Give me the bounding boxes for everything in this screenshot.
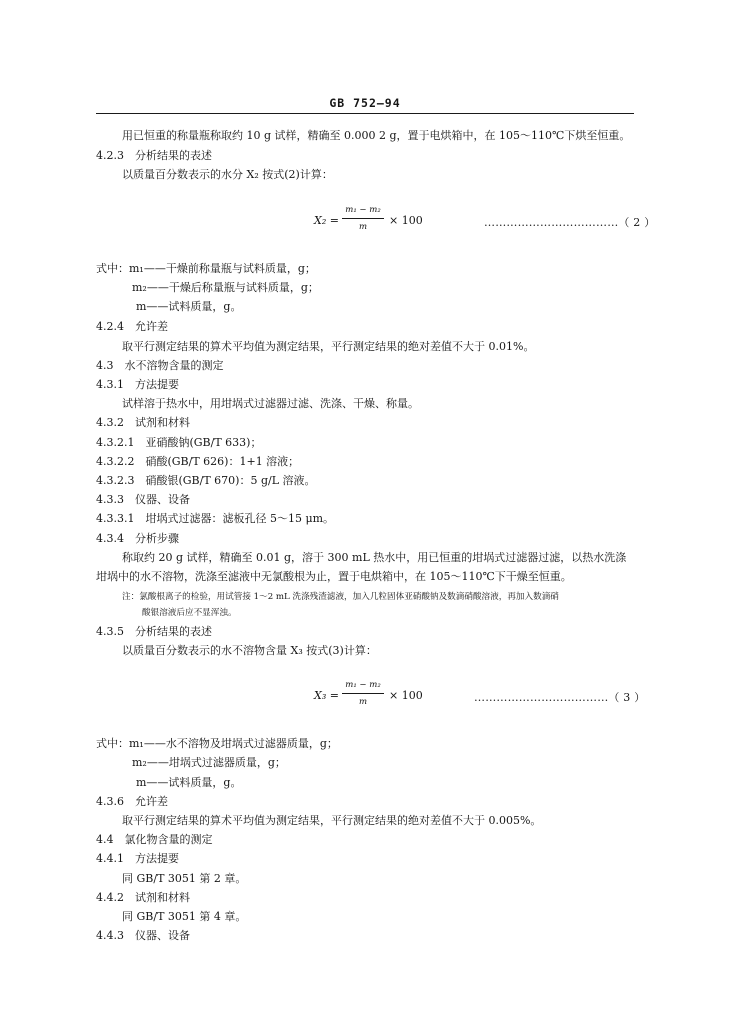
- section-heading: 4.3.4 分析步骤: [96, 532, 179, 545]
- text-line: 坩埚中的水不溶物，洗涤至滤液中无氯酸根为止，置于电烘箱中，在 105～110℃下干燥至恒重。: [96, 570, 572, 583]
- section-heading: 4.3.3 仪器、设备: [96, 493, 190, 506]
- formula-denominator: m: [358, 697, 368, 707]
- fraction-bar: [342, 218, 384, 219]
- formula-fraction: [342, 680, 384, 710]
- section-heading: 4.4.3 仪器、设备: [96, 929, 190, 942]
- variable-definition: m——试料质量，g。: [136, 776, 242, 789]
- formula-lhs: X₂ =: [314, 214, 339, 227]
- formula-numerator: m₁ − m₂: [345, 680, 381, 690]
- text-line: 用已恒重的称量瓶称取约 10 g 试样，精确至 0.000 2 g，置于电烘箱中，在 105～110℃下烘至恒重。: [122, 129, 631, 142]
- formula-numerator: m₁ − m₂: [345, 205, 381, 215]
- text-line: 取平行测定结果的算术平均值为测定结果，平行测定结果的绝对差值不大于 0.005%。: [122, 814, 542, 827]
- formula-times-100: × 100: [389, 689, 423, 702]
- variable-definition: 式中：m₁——干燥前称量瓶与试料质量，g；: [96, 262, 316, 275]
- section-heading: 4.4.1 方法提要: [96, 852, 179, 865]
- formula-denominator: m: [358, 222, 368, 232]
- list-item: 4.3.2.3 硝酸银(GB/T 670)：5 g/L 溶液。: [96, 474, 316, 487]
- formula-times-100: × 100: [389, 214, 423, 227]
- variable-definition: m——试料质量，g。: [136, 300, 242, 313]
- note-line: 注：氯酸根离子的检验，用试管接 1～2 mL 洗涤残渣滤液，加入几粒固体亚硝酸钠及数滴硝酸溶液，再加入数滴硝: [122, 592, 559, 602]
- text-line: 取平行测定结果的算术平均值为测定结果，平行测定结果的绝对差值不大于 0.01%。: [122, 340, 535, 353]
- list-item: 4.3.3.1 坩埚式过滤器：滤板孔径 5～15 μm。: [96, 512, 335, 525]
- text-line: 试样溶于热水中，用坩埚式过滤器过滤、洗涤、干燥、称量。: [122, 397, 419, 410]
- equation-number: ………………………………（ 3 ）: [474, 691, 646, 704]
- section-heading: 4.4 氯化物含量的测定: [96, 833, 213, 846]
- fraction-bar: [342, 693, 384, 694]
- text-line: 同 GB/T 3051 第 4 章。: [122, 910, 247, 923]
- section-heading: 4.3.6 允许差: [96, 795, 168, 808]
- section-heading: 4.3.2 试剂和材料: [96, 416, 190, 429]
- formula-fraction: [342, 205, 384, 235]
- list-item: 4.3.2.1 亚硝酸钠(GB/T 633)；: [96, 436, 262, 449]
- text-line: 称取约 20 g 试样，精确至 0.01 g，溶于 300 mL 热水中，用已恒重的坩埚式过滤器过滤，以热水洗涤: [122, 551, 627, 564]
- text-line: 同 GB/T 3051 第 2 章。: [122, 872, 247, 885]
- equation-number: ………………………………（ 2 ）: [484, 216, 656, 229]
- formula-lhs: X₃ =: [314, 689, 339, 702]
- variable-definition: 式中：m₁——水不溶物及坩埚式过滤器质量，g；: [96, 737, 338, 750]
- text-line: 以质量百分数表示的水不溶物含量 X₃ 按式(3)计算：: [122, 644, 377, 657]
- page-header-standard-code: GB 752—94: [329, 96, 401, 110]
- section-heading: 4.3.5 分析结果的表述: [96, 625, 212, 638]
- section-heading: 4.2.3 分析结果的表述: [96, 149, 212, 162]
- text-line: 以质量百分数表示的水分 X₂ 按式(2)计算：: [122, 168, 333, 181]
- header-rule: [96, 113, 634, 114]
- variable-definition: m₂——干燥后称量瓶与试料质量，g；: [132, 281, 319, 294]
- list-item: 4.3.2.2 硝酸(GB/T 626)：1+1 溶液；: [96, 455, 300, 468]
- section-heading: 4.3 水不溶物含量的测定: [96, 359, 224, 372]
- variable-definition: m₂——坩埚式过滤器质量，g；: [132, 756, 286, 769]
- note-line: 酸银溶液后应不显浑浊。: [142, 608, 237, 618]
- section-heading: 4.4.2 试剂和材料: [96, 891, 190, 904]
- section-heading: 4.3.1 方法提要: [96, 378, 179, 391]
- section-heading: 4.2.4 允许差: [96, 320, 168, 333]
